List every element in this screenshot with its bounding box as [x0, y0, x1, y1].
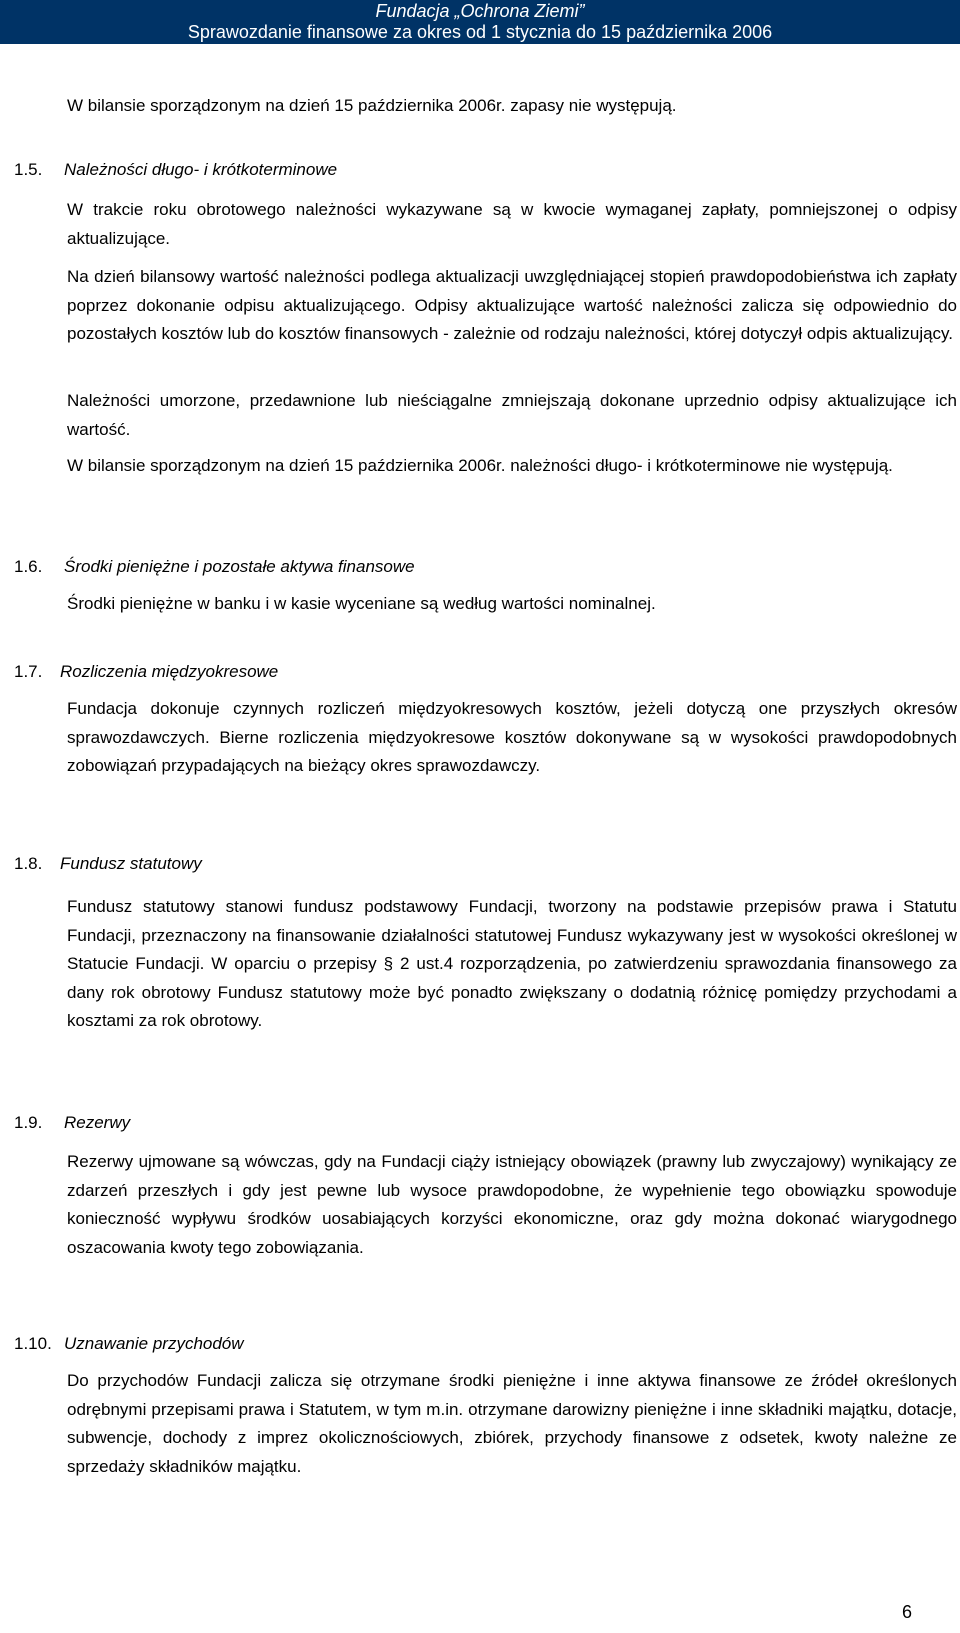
paragraph: Rezerwy ujmowane są wówczas, gdy na Fundacji ciąży istniejący obowiązek (prawny lub zwyczajowy) wynikający ze zdarzeń przeszłych i gdy jest pewne lub wysoce prawdopodobne, że wypełnienie tego obowiązku spowoduje konieczność wypływu środków uosabiających korzyści ekonomiczne, oraz gdy można dokonać wiarygodnego oszacowania kwoty tego zobowiązania. — [67, 1152, 957, 1257]
paragraph: Na dzień bilansowy wartość należności podlega aktualizacji uwzględniającej stopień prawdopodobieństwa ich zapłaty poprzez dokonanie odpisu aktualizującego. Odpisy aktualizujące wartość należności zalicza się odpowiednio do pozostałych kosztów lub do kosztów finansowych - zależnie od rodzaju należności, której dotyczył odpis aktualizujący. — [67, 267, 957, 343]
header-subtitle: Sprawozdanie finansowe za okres od 1 stycznia do 15 października 2006 — [187, 22, 773, 42]
paragraph: Do przychodów Fundacji zalicza się otrzymane środki pieniężne i inne aktywa finansowe ze źródeł określonych odrębnymi przepisami prawa i Statutem, w tym m.in. otrzymane darowizny pieniężne i inne składniki majątku, dotacje, subwencje, dochody z imprez okolicznościowych, zbiórek, przychody finansowe z odsetek, kwoty należne ze sprzedaży składników majątku. — [67, 1371, 957, 1476]
paragraph: W bilansie sporządzonym na dzień 15 października 2006r. należności długo- i krótkoterminowe nie występują. — [67, 456, 893, 475]
section-number: 1.6. — [14, 557, 43, 576]
section-title: Rezerwy — [64, 1113, 131, 1132]
section-title: Środki pieniężne i pozostałe aktywa finansowe — [64, 557, 415, 576]
paragraph: Fundacja dokonuje czynnych rozliczeń międzyokresowych kosztów, jeżeli dotyczą one przyszłych okresów sprawozdawczych. Bierne rozliczenia międzyokresowe kosztów dokonywane są w wysokości prawdopodobnych zobowiązań przypadających na bieżący okres sprawozdawczy. — [67, 699, 957, 775]
section-number: 1.5. — [14, 160, 43, 179]
section-title: Fundusz statutowy — [60, 854, 202, 873]
paragraph: Fundusz statutowy stanowi fundusz podstawowy Fundacji, tworzony na podstawie przepisów prawa i Statutu Fundacji, przeznaczony na finansowanie działalności statutowej Fundusz wykazywany jest w wysokości określonej w Statucie Fundacji. W oparciu o przepisy § 2 ust.4 rozporządzenia, po zatwierdzeniu sprawozdania finansowego za dany rok obrotowy Fundusz statutowy może być ponadto zwiększany o dodatnią różnicę pomiędzy przychodami a kosztami za rok obrotowy. — [67, 897, 957, 1030]
paragraph: W trakcie roku obrotowego należności wykazywane są w kwocie wymaganej zapłaty, pomniejszonej o odpisy aktualizujące. — [67, 200, 957, 248]
section-number: 1.8. — [14, 854, 43, 873]
header-title: Fundacja „Ochrona Ziemi” — [375, 1, 585, 21]
section-title: Rozliczenia międzyokresowe — [60, 662, 279, 681]
section-number: 1.7. — [14, 662, 43, 681]
intro-text: W bilansie sporządzonym na dzień 15 października 2006r. zapasy nie występują. — [67, 96, 677, 115]
page-number: 6 — [901, 1602, 912, 1622]
document-header — [0, 0, 960, 44]
section-title: Uznawanie przychodów — [64, 1334, 244, 1353]
paragraph: Należności umorzone, przedawnione lub nieściągalne zmniejszają dokonane uprzednio odpisy aktualizujące ich wartość. — [67, 391, 957, 439]
section-number: 1.10. — [14, 1334, 52, 1353]
paragraph: Środki pieniężne w banku i w kasie wyceniane są według wartości nominalnej. — [67, 594, 656, 613]
section-title: Należności długo- i krótkoterminowe — [64, 160, 338, 179]
section-number: 1.9. — [14, 1113, 43, 1132]
